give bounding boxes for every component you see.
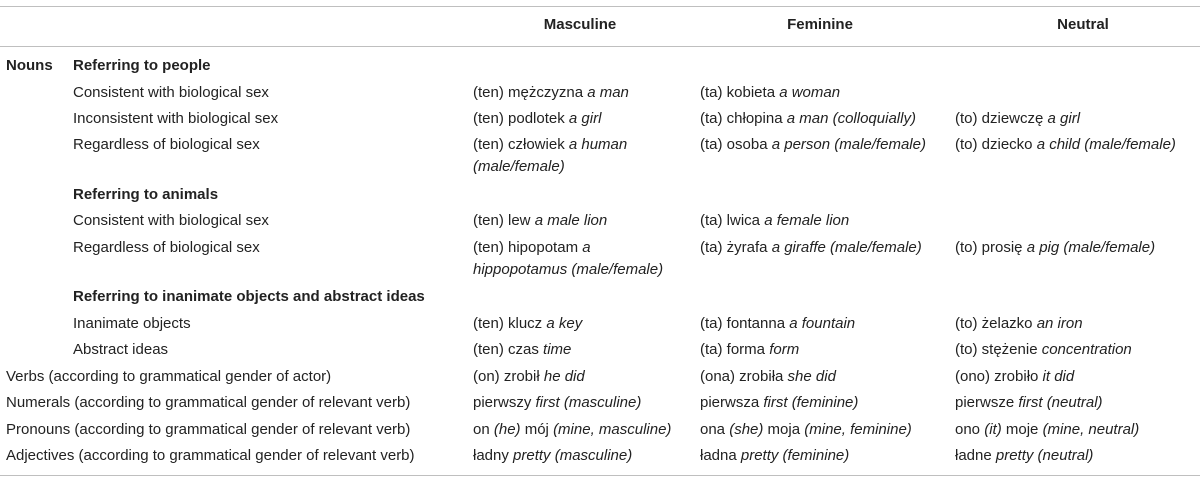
english-gloss: she did [787, 368, 836, 385]
polish-word: ładne [955, 447, 996, 464]
polish-word: mój [520, 421, 554, 438]
english-gloss: form [769, 341, 800, 358]
masculine-cell [473, 108, 693, 130]
row-label: Verbs (according to grammatical gender of actor) [6, 368, 332, 385]
english-gloss: a child (male/female) [1036, 136, 1176, 153]
polish-word: ładna [700, 447, 741, 464]
masculine-cell [473, 339, 693, 361]
polish-word: (to) dziewczę [955, 110, 1048, 127]
polish-word: ładny [473, 447, 514, 464]
polish-word: (ten) lew [473, 212, 535, 229]
polish-word: (to) stężenie [955, 341, 1042, 358]
masculine-cell [473, 392, 693, 414]
polish-word: (ta) lwica [700, 212, 765, 229]
feminine-cell [700, 210, 849, 232]
header-feminine: Feminine [787, 16, 853, 33]
feminine-cell [700, 237, 922, 259]
polish-word: pierwsza [700, 394, 764, 411]
english-gloss: first (masculine) [535, 394, 642, 411]
masculine-cell [473, 445, 693, 467]
neutral-cell [955, 313, 1083, 335]
english-gloss: he did [543, 368, 585, 385]
polish-word: (to) prosię [955, 239, 1027, 256]
polish-word: on [473, 421, 494, 438]
row-label: Consistent with biological sex [73, 84, 269, 101]
neutral-cell [955, 366, 1074, 388]
polish-word: (ten) mężczyzna [473, 84, 588, 101]
feminine-cell [700, 445, 849, 467]
polish-word: (ta) chłopina [700, 110, 787, 127]
english-gloss: (mine, neutral) [1042, 421, 1140, 438]
english-gloss: a female lion [764, 212, 850, 229]
polish-word: ona [700, 421, 730, 438]
neutral-cell [955, 445, 1093, 467]
polish-word: (ten) czas [473, 341, 544, 358]
row-label: Abstract ideas [73, 341, 169, 358]
english-gloss: a woman [779, 84, 841, 101]
section-heading: Referring to inanimate objects and abstract ideas [73, 288, 425, 305]
neutral-cell [955, 419, 1139, 441]
polish-word: moja [763, 421, 805, 438]
section-heading: Referring to people [73, 57, 211, 74]
masculine-cell [473, 134, 693, 178]
section-heading: Referring to animals [73, 186, 219, 203]
polish-word: (ta) żyrafa [700, 239, 772, 256]
neutral-cell [955, 108, 1080, 130]
header-neutral: Neutral [1057, 16, 1109, 33]
english-gloss: a male lion [534, 212, 608, 229]
feminine-cell [700, 313, 855, 335]
english-gloss: first (neutral) [1018, 394, 1103, 411]
feminine-cell [700, 108, 916, 130]
english-gloss: (it) [984, 421, 1002, 438]
row-label: Regardless of biological sex [73, 239, 260, 256]
polish-word: pierwszy [473, 394, 536, 411]
neutral-cell [955, 237, 1155, 259]
english-gloss: (she) [729, 421, 764, 438]
polish-word: (to) dziecko [955, 136, 1037, 153]
polish-word: (ona) zrobiła [700, 368, 788, 385]
english-gloss: a man [587, 84, 629, 101]
english-gloss: (mine, masculine) [553, 421, 672, 438]
english-gloss: a key [546, 315, 583, 332]
nouns-label: Nouns [6, 57, 53, 74]
masculine-cell [473, 82, 693, 104]
polish-word: (ten) człowiek [473, 136, 569, 153]
polish-word: (ta) fontanna [700, 315, 790, 332]
english-gloss: a pig (male/female) [1026, 239, 1156, 256]
english-gloss: an iron [1036, 315, 1083, 332]
feminine-cell [700, 339, 799, 361]
header-rule [0, 46, 1200, 47]
english-gloss: pretty (neutral) [995, 447, 1094, 464]
polish-word: (ten) hipopotam [473, 239, 583, 256]
feminine-cell [700, 134, 926, 156]
feminine-cell [700, 419, 912, 441]
english-gloss: a girl [1047, 110, 1081, 127]
top-rule [0, 6, 1200, 7]
row-label: Numerals (according to grammatical gender of relevant verb) [6, 394, 411, 411]
masculine-cell [473, 237, 693, 281]
neutral-cell [955, 339, 1132, 361]
masculine-cell [473, 313, 693, 335]
row-label: Inanimate objects [73, 315, 191, 332]
row-label: Inconsistent with biological sex [73, 110, 279, 127]
english-gloss: (mine, feminine) [804, 421, 912, 438]
feminine-cell [700, 82, 840, 104]
polish-word: moje [1001, 421, 1043, 438]
neutral-cell [955, 392, 1103, 414]
row-label: Pronouns (according to grammatical gender of relevant verb) [6, 421, 411, 438]
english-gloss: it did [1042, 368, 1075, 385]
polish-word: (ten) klucz [473, 315, 547, 332]
neutral-cell [955, 134, 1176, 156]
header-masculine: Masculine [543, 16, 617, 33]
english-gloss: a giraffe (male/female) [771, 239, 922, 256]
english-gloss: hippopotamus (male/female) [473, 261, 664, 278]
polish-word: (ten) podlotek [473, 110, 569, 127]
polish-word: (ta) osoba [700, 136, 772, 153]
polish-word: (ta) kobieta [700, 84, 780, 101]
english-gloss: concentration [1041, 341, 1132, 358]
feminine-cell [700, 392, 858, 414]
masculine-cell [473, 419, 693, 441]
english-gloss: a man (colloquially) [786, 110, 916, 127]
polish-word: (ta) forma [700, 341, 770, 358]
english-gloss: a human [568, 136, 628, 153]
bottom-rule [0, 475, 1200, 476]
english-gloss: a fountain [789, 315, 856, 332]
polish-word: pierwsze [955, 394, 1019, 411]
english-gloss: pretty (feminine) [740, 447, 850, 464]
english-gloss: time [543, 341, 572, 358]
english-gloss: (he) [493, 421, 521, 438]
english-gloss: first (feminine) [763, 394, 859, 411]
masculine-cell [473, 366, 693, 388]
polish-word: ono [955, 421, 985, 438]
row-label: Consistent with biological sex [73, 212, 269, 229]
feminine-cell [700, 366, 836, 388]
polish-word: (on) zrobił [473, 368, 544, 385]
masculine-cell [473, 210, 693, 232]
row-label: Adjectives (according to grammatical gender of relevant verb) [6, 447, 415, 464]
row-label: Regardless of biological sex [73, 136, 260, 153]
polish-word: (to) żelazko [955, 315, 1037, 332]
english-gloss: (male/female) [473, 158, 565, 175]
english-gloss: a person (male/female) [771, 136, 926, 153]
polish-word: (ono) zrobiło [955, 368, 1043, 385]
english-gloss: a [582, 239, 591, 256]
english-gloss: a girl [568, 110, 602, 127]
english-gloss: pretty (masculine) [513, 447, 633, 464]
